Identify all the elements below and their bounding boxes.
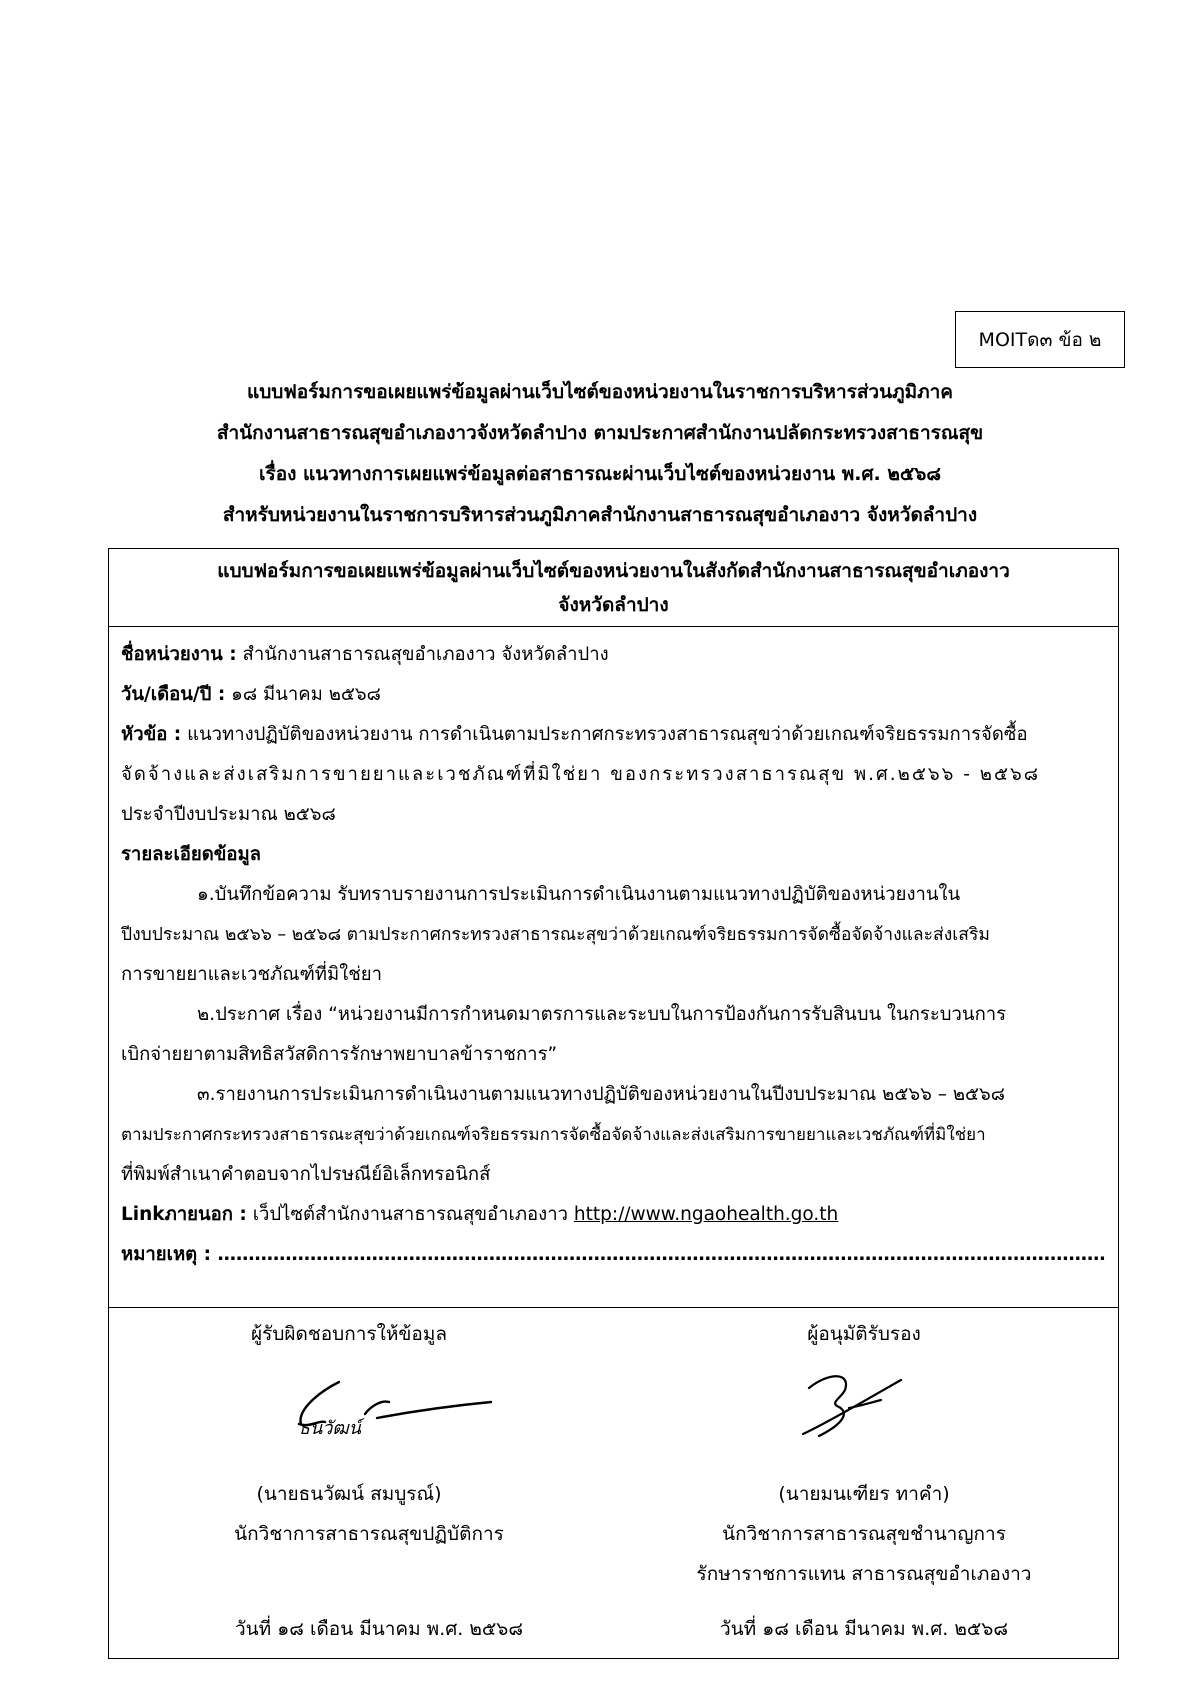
header-line-2: สำนักงานสาธารณสุขอำเภองาวจังหวัดลำปาง ตามประกาศสำนักงานปลัดกระทรวงสาธารณสุข bbox=[216, 422, 984, 444]
item-3-line-2: ตามประกาศกระทรวงสาธารณะสุขว่าด้วยเกณฑ์จริยธรรมการจัดซื้อจัดจ้างและส่งเสริมการขายยาและเวชภัณฑ์ที่มิใช่ยา bbox=[121, 1125, 986, 1145]
link-label: Linkภายนอก : bbox=[121, 1204, 247, 1225]
signature-block-right bbox=[624, 1314, 1104, 1594]
document-header bbox=[100, 372, 1100, 536]
details-label: รายละเอียดข้อมูล bbox=[121, 844, 262, 865]
form-code-text: MOITด๓ ข้อ ๒ bbox=[978, 328, 1102, 351]
form-code-box bbox=[955, 311, 1125, 368]
date-value: ๑๘ มีนาคม ๒๕๖๘ bbox=[225, 684, 381, 705]
topic-line-1: แนวทางปฏิบัติของหน่วยงาน การดำเนินตามประกาศกระทรวงสาธารณสุขว่าด้วยเกณฑ์จริยธรรมการจัดซื้อ bbox=[181, 724, 1028, 745]
item-2-line-1: ๒.ประกาศ เรื่อง “หน่วยงานมีการกำหนดมาตรการและระบบในการป้องกันการรับสินบน ในกระบวนการ bbox=[197, 1004, 1007, 1025]
left-signature-script: ธนวัฒน์ bbox=[299, 1418, 361, 1439]
right-sign-date: วันที่ ๑๘ เดือน มีนาคม พ.ศ. ๒๕๖๘ bbox=[719, 1618, 1009, 1640]
left-signature-image bbox=[279, 1362, 499, 1452]
signature-block-left bbox=[109, 1314, 589, 1554]
item-3-line-1: ๓.รายงานการประเมินการดำเนินงานตามแนวทางปฏิบัติของหน่วยงานในปีงบประมาณ ๒๕๖๖ – ๒๕๖๘ bbox=[197, 1084, 1006, 1105]
item-1-line-2: ปีงบประมาณ ๒๕๖๖ – ๒๕๖๘ ตามประกาศกระทรวงสาธารณะสุขว่าด้วยเกณฑ์จริยธรรมการจัดซื้อจัดจ้างและส่งเสริม bbox=[121, 925, 990, 945]
org-value: สำนักงานสาธารณสุขอำเภองาว จังหวัดลำปาง bbox=[236, 644, 609, 665]
form-body bbox=[121, 635, 1106, 1275]
topic-row bbox=[121, 715, 1106, 755]
note-row bbox=[121, 1235, 1106, 1275]
right-signature-image bbox=[789, 1362, 909, 1452]
link-prefix: เว็ปไซต์สำนักงานสาธารณสุขอำเภองาว bbox=[246, 1204, 574, 1225]
left-sign-date: วันที่ ๑๘ เดือน มีนาคม พ.ศ. ๒๕๖๘ bbox=[234, 1618, 524, 1640]
right-signature-area bbox=[624, 1354, 1104, 1474]
topic-line-3: ประจำปีงบประมาณ ๒๕๖๘ bbox=[121, 804, 336, 825]
header-line-4: สำหรับหน่วยงานในราชการบริหารส่วนภูมิภาคสำนักงานสาธารณสุขอำเภองาว จังหวัดลำปาง bbox=[222, 504, 978, 526]
left-signer-role: ผู้รับผิดชอบการให้ข้อมูล bbox=[251, 1323, 447, 1345]
left-signer-name: (นายธนวัฒน์ สมบูรณ์) bbox=[256, 1483, 442, 1505]
link-row bbox=[121, 1195, 1106, 1235]
note-value: ……………………………………………………………………………………………………………………………… bbox=[211, 1244, 1106, 1265]
header-line-3: เรื่อง แนวทางการเผยแพร่ข้อมูลต่อสาธารณะผ่านเว็บไซต์ของหน่วยงาน พ.ศ. ๒๕๖๘ bbox=[259, 463, 941, 485]
right-signer-position: นักวิชาการสาธารณสุขชำนาญการ bbox=[722, 1523, 1006, 1545]
item-1-line-1: ๑.บันทึกข้อความ รับทราบรายงานการประเมินการดำเนินงานตามแนวทางปฏิบัติของหน่วยงานใน bbox=[197, 884, 961, 905]
item-3-line-3: ที่พิมพ์สำเนาคำตอบจากไปรษณีย์อิเล็กทรอนิกส์ bbox=[121, 1164, 491, 1185]
item-1-line-3: การขายยาและเวชภัณฑ์ที่มิใช่ยา bbox=[121, 964, 383, 985]
request-form bbox=[108, 548, 1119, 1659]
form-title bbox=[109, 549, 1118, 627]
right-signer-acting: รักษาราชการแทน สาธารณสุขอำเภองาว bbox=[696, 1563, 1032, 1585]
topic-label: หัวข้อ : bbox=[121, 724, 182, 745]
right-signer-role: ผู้อนุมัติรับรอง bbox=[807, 1323, 921, 1345]
date-row bbox=[121, 675, 1106, 715]
form-title-line-1: แบบฟอร์มการขอเผยแพร่ข้อมูลผ่านเว็บไซต์ของหน่วยงานในสังกัดสำนักงานสาธารณสุขอำเภองาว bbox=[217, 560, 1010, 582]
item-2-line-2: เบิกจ่ายยาตามสิทธิสวัสดิการรักษาพยาบาลข้าราชการ” bbox=[121, 1044, 558, 1065]
signature-divider bbox=[109, 1307, 1118, 1308]
header-line-1: แบบฟอร์มการขอเผยแพร่ข้อมูลผ่านเว็บไซต์ของหน่วยงานในราชการบริหารส่วนภูมิภาค bbox=[246, 381, 954, 403]
org-row bbox=[121, 635, 1106, 675]
topic-line-2: จัดจ้างและส่งเสริมการขายยาและเวชภัณฑ์ที่มิใช่ยา ของกระทรวงสาธารณสุข พ.ศ.๒๕๖๖ - ๒๕๖๘ bbox=[121, 764, 1041, 785]
external-link[interactable]: http://www.ngaohealth.go.th bbox=[573, 1204, 839, 1225]
date-label: วัน/เดือน/ปี : bbox=[121, 684, 226, 705]
left-signature-area bbox=[109, 1354, 589, 1474]
org-label: ชื่อหน่วยงาน : bbox=[121, 644, 237, 665]
left-signer-position: นักวิชาการสาธารณสุขปฏิบัติการ bbox=[234, 1523, 504, 1545]
form-title-line-2: จังหวัดลำปาง bbox=[558, 594, 669, 616]
right-signer-name: (นายมนเฑียร ทาคำ) bbox=[778, 1483, 950, 1505]
note-label: หมายเหตุ : bbox=[121, 1244, 211, 1265]
